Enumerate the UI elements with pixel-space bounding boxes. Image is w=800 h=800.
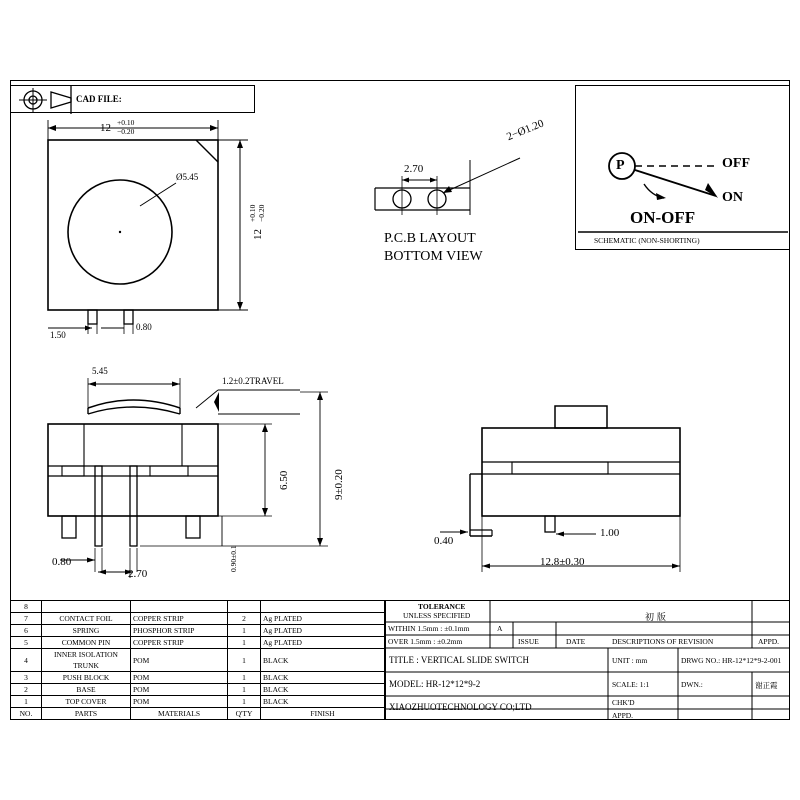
pcb-layout-subtitle: BOTTOM VIEW — [384, 249, 483, 264]
part-finish: BLACK — [261, 696, 385, 708]
revision-letter: A — [497, 624, 503, 633]
part-no: 7 — [11, 613, 42, 625]
part-qty: 1 — [228, 637, 261, 649]
tolerance-line2: OVER 1.5mm : ±0.2mm — [388, 637, 463, 646]
unit-label: UNIT : mm — [612, 656, 648, 665]
part-material: POM — [131, 696, 228, 708]
top-height-tol-up: +0.10 — [248, 204, 257, 222]
tolerance-line1: WITHIN 1.5mm : ±0.1mm — [388, 624, 470, 633]
top-width-tol-up: +0.10 — [117, 118, 135, 127]
schematic-caption: SCHEMATIC (NON-SHORTING) — [594, 236, 700, 245]
pcb-pitch-value: 2.70 — [404, 163, 424, 175]
schematic-pin-label: P — [616, 158, 625, 173]
top-width-tol-dn: −0.20 — [117, 127, 135, 136]
pcb-layout-title: P.C.B LAYOUT — [384, 231, 476, 246]
side-depth-value: 12.8±0.30 — [540, 556, 585, 568]
model-row: MODEL: HR-12*12*9-2 — [389, 679, 481, 689]
part-finish: Ag PLATED — [261, 613, 385, 625]
part-finish: BLACK — [261, 649, 385, 672]
front-pin-thk-value: 0.90±0.1 — [229, 545, 238, 572]
front-total-height-value: 9±0.20 — [333, 469, 345, 500]
pcb-hole-note: 2−Ø1.20 — [505, 117, 546, 144]
appd-label: APPD. — [612, 711, 634, 720]
part-material: POM — [131, 672, 228, 684]
hole-diameter-value: Ø5.45 — [176, 172, 199, 182]
top-height-value: 12 — [252, 229, 264, 240]
front-mid-height-value: 6.50 — [278, 470, 290, 490]
front-travel-value: 1.2±0.2TRAVEL — [222, 376, 284, 386]
part-qty: 2 — [228, 613, 261, 625]
part-qty: 1 — [228, 696, 261, 708]
part-name: BASE — [42, 684, 131, 696]
table-header-cell: Q'TY — [228, 708, 261, 720]
part-name: TOP COVER — [42, 696, 131, 708]
front-pin-pitch-value: 2.70 — [128, 568, 148, 580]
front-top-width-value: 5.45 — [92, 366, 108, 376]
scale-label: SCALE: 1:1 — [612, 680, 650, 689]
part-no: 2 — [11, 684, 42, 696]
side-pin-gap-value: 0.40 — [434, 535, 454, 547]
part-finish: Ag PLATED — [261, 637, 385, 649]
revision-col-header: DESCRIPTIONS OF REVISION — [612, 637, 714, 646]
part-name: PUSH BLOCK — [42, 672, 131, 684]
table-header-cell: PARTS — [42, 708, 131, 720]
front-pin-left-value: 0.80 — [52, 556, 72, 568]
schematic-mode-label: ON-OFF — [630, 208, 696, 227]
tolerance-sub: UNLESS SPECIFIED — [403, 611, 471, 620]
drwg-no-label: DRWG NO.: HR-12*12*9-2-001 — [681, 656, 782, 665]
part-qty: 1 — [228, 684, 261, 696]
part-qty: 1 — [228, 625, 261, 637]
revision-description: 初 版 — [645, 613, 666, 623]
part-material: POM — [131, 649, 228, 672]
part-no: 4 — [11, 649, 42, 672]
part-material: PHOSPHOR STRIP — [131, 625, 228, 637]
company-name: XIAOZHUOTECHNOLOGY CO;LTD — [389, 702, 532, 712]
issue-col-header: ISSUE — [518, 637, 539, 646]
table-header-cell: MATERIALS — [131, 708, 228, 720]
top-height-tol-dn: −0.20 — [257, 204, 266, 222]
part-material: COPPER STRIP — [131, 637, 228, 649]
chkd-label: CHK'D — [612, 698, 635, 707]
part-no: 1 — [11, 696, 42, 708]
part-no: 5 — [11, 637, 42, 649]
appd-col-header: APPD. — [758, 637, 780, 646]
drawing-title: TITLE : VERTICAL SLIDE SWITCH — [389, 655, 529, 665]
top-pin-left-value: 1.50 — [50, 330, 66, 340]
top-pin-right-value: 0.80 — [136, 322, 152, 332]
date-col-header: DATE — [566, 637, 586, 646]
table-header-cell: FINISH — [261, 708, 385, 720]
dwn-value: 谢正霞 — [755, 681, 778, 690]
tolerance-header: TOLERANCE — [418, 602, 466, 611]
side-pin-len-value: 1.00 — [600, 527, 620, 539]
part-name: INNER ISOLATION TRUNK — [42, 649, 131, 672]
part-qty: 1 — [228, 672, 261, 684]
schematic-on-label: ON — [722, 190, 743, 205]
part-finish: Ag PLATED — [261, 625, 385, 637]
part-name: SPRING — [42, 625, 131, 637]
part-no: 8 — [11, 601, 42, 613]
part-finish: BLACK — [261, 672, 385, 684]
part-name: CONTACT FOIL — [42, 613, 131, 625]
top-width-value: 12 — [100, 122, 111, 134]
part-material: COPPER STRIP — [131, 613, 228, 625]
dwn-label: DWN.: — [681, 680, 703, 689]
part-finish: BLACK — [261, 684, 385, 696]
part-name: COMMON PIN — [42, 637, 131, 649]
part-no: 6 — [11, 625, 42, 637]
schematic-off-label: OFF — [722, 156, 750, 171]
part-qty: 1 — [228, 649, 261, 672]
cad-file-label: CAD FILE: — [76, 94, 122, 104]
part-no: 3 — [11, 672, 42, 684]
table-header-cell: NO. — [11, 708, 42, 720]
part-material: POM — [131, 684, 228, 696]
